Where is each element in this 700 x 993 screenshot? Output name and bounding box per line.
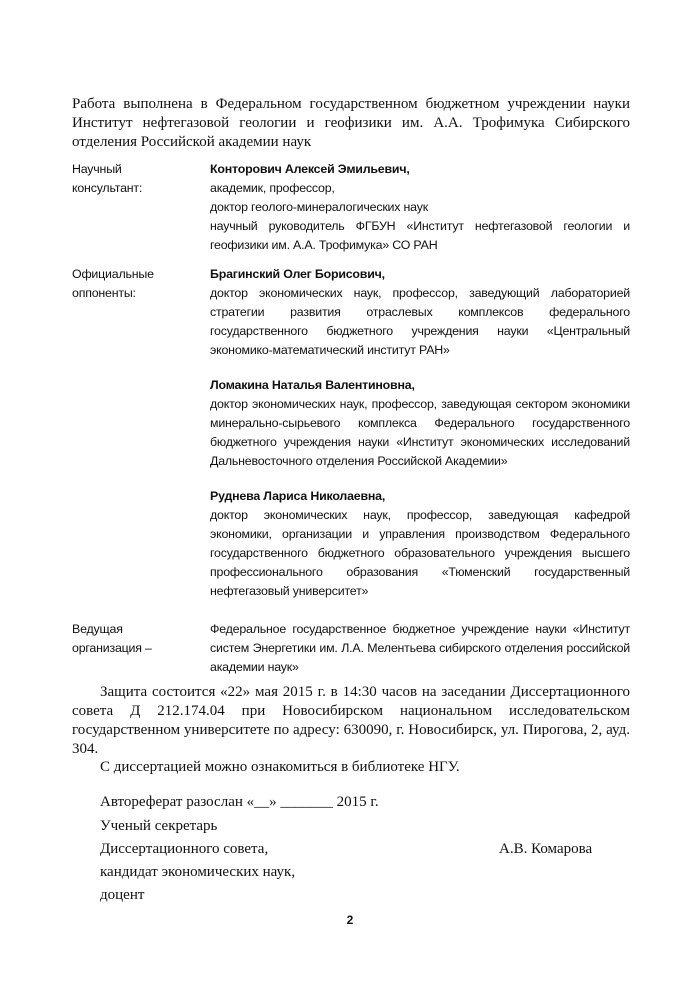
opponent-2	[210, 376, 630, 471]
defense-section	[72, 683, 630, 759]
opponent-3-name: Руднева Лариса Николаевна,	[210, 489, 386, 503]
opponent-2-name: Ломакина Наталья Валентиновна,	[210, 378, 415, 392]
opponent-1-name: Брагинский Олег Борисович,	[210, 267, 385, 281]
leading-org-content	[210, 620, 630, 677]
opponent-3-desc: доктор экономических наук, профессор, заведующая кафедрой экономики, организации и управления производством Федерального государственного бюджетного образовательного учреждения высшего профессионального образования «Тюменский государственный нефтегазовый университет»	[210, 508, 630, 598]
secretary-block	[100, 815, 295, 907]
consultant-content	[210, 160, 630, 255]
secretary-name: А.В. Комарова	[499, 841, 593, 857]
opponent-2-desc: доктор экономических наук, профессор, заведующая сектором экономики минерально-сырьевого комплекса Федерального государственного бюджетного учреждения науки «Институт экономических исследований Дальневосточного отделения Российской Академии»	[210, 397, 630, 468]
consultant-name: Конторович Алексей Эмильевич,	[210, 162, 410, 176]
consultant-title-2: доктор геолого-минералогических наук	[210, 200, 428, 214]
consultant-title-3: научный руководитель ФГБУН «Институт нефтегазовой геологии и геофизики им. А.А. Трофимука» СО РАН	[210, 219, 630, 252]
leading-org-desc: Федеральное государственное бюджетное учреждение науки «Институт систем Энергетики им. Л.А. Мелентьева сибирского отделения российской академии наук»	[210, 622, 630, 674]
consultant-title-1: академик, профессор,	[210, 181, 335, 195]
opponents-content	[210, 265, 630, 601]
secretary-line-2: Диссертационного совета,	[100, 841, 269, 857]
secretary-line-1: Ученый секретарь	[100, 818, 218, 834]
leading-org-label: Ведущая организация –	[72, 622, 152, 655]
consultant-label: Научный консультант:	[72, 162, 143, 195]
secretary-line-4: доцент	[100, 887, 145, 903]
library-note: С диссертацией можно ознакомиться в библиотеке НГУ.	[100, 759, 460, 775]
intro-paragraph: Работа выполнена в Федеральном государственном бюджетном учреждении науки Институт нефтегазовой геологии и геофизики им. А.А. Трофимука Сибирского отделения Российской академии наук	[72, 96, 630, 150]
defense-paragraph: Защита состоится «22» мая 2015 г. в 14:30 часов на заседании Диссертационного совета Д 212.174.04 при Новосибирском национальном исследовательском государственном университете по адресу: 630090, г. Новосибирск, ул. Пирогова, 2, ауд. 304.	[72, 684, 630, 757]
opponent-1	[210, 265, 630, 360]
secretary-line-3: кандидат экономических наук,	[100, 864, 296, 880]
page-number: 2	[346, 913, 354, 927]
opponent-3	[210, 487, 630, 601]
distribution-line: Автореферат разослан «__» _______ 2015 г.	[100, 794, 379, 810]
opponent-1-desc: доктор экономических наук, профессор, заведующий лабораторией стратегии развития отраслевых комплексов федерального государственного бюджетного учреждения науки «Центральный экономико-математический институт РАН»	[210, 286, 630, 357]
opponents-label: Официальные оппоненты:	[72, 267, 154, 300]
